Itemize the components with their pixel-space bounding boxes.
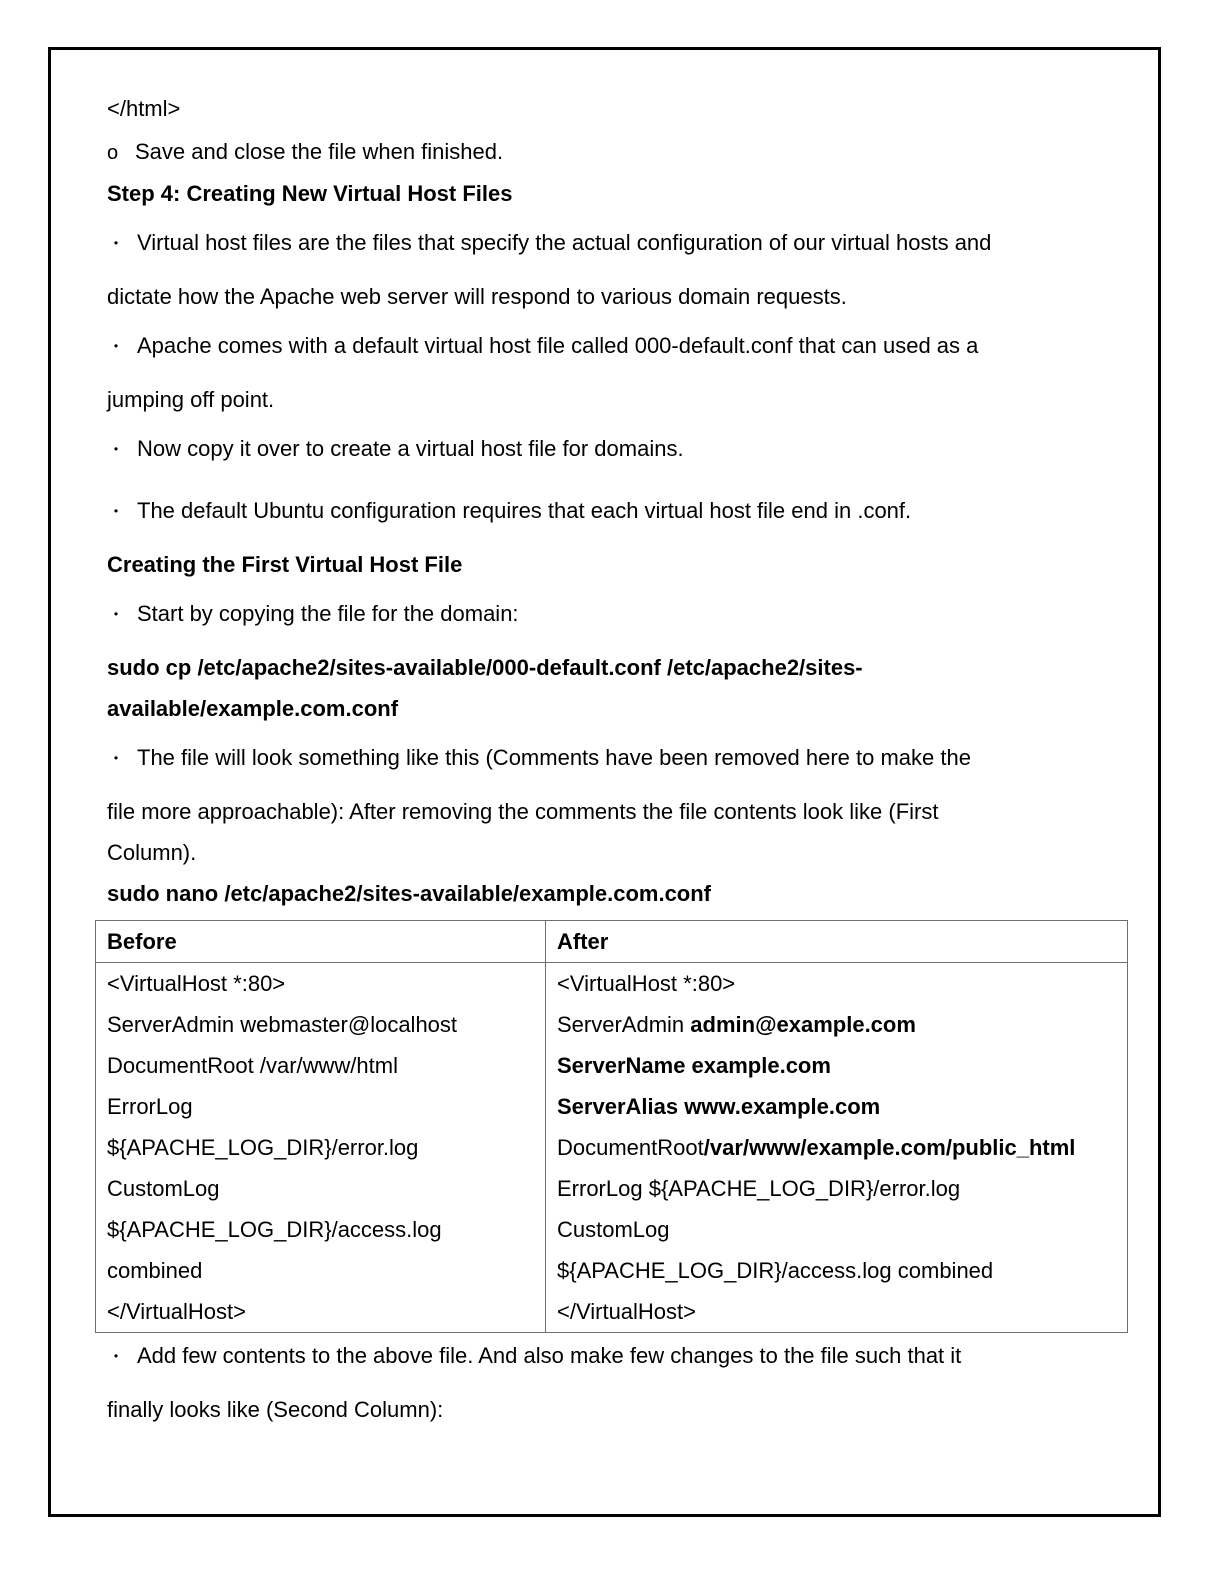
bullet-5: [107, 601, 519, 628]
after-line: </VirtualHost>: [557, 1299, 697, 1324]
bullet-4-text: The default Ubuntu configuration requires that each virtual host file end in .conf.: [137, 498, 912, 523]
before-line: DocumentRoot /var/www/html: [107, 1053, 398, 1078]
bullet-1-line-2: dictate how the Apache web server will respond to various domain requests.: [107, 284, 847, 309]
cp-command-line-1: sudo cp /etc/apache2/sites-available/000-default.conf /etc/apache2/sites-: [107, 655, 863, 680]
bullet-5-text: Start by copying the file for the domain:: [137, 601, 519, 626]
after-column: [546, 963, 1128, 1333]
bullet-icon: ・: [107, 234, 125, 254]
bullet-icon: ・: [107, 502, 125, 522]
after-line: ServerName example.com: [557, 1053, 831, 1078]
bullet-6-line-2: file more approachable): After removing the comments the file contents look like (First: [107, 799, 939, 824]
after-document-root-value: /var/www/example.com/public_html: [703, 1135, 1076, 1160]
before-line: <VirtualHost *:80>: [107, 971, 286, 996]
step4-heading: Step 4: Creating New Virtual Host Files: [107, 181, 513, 206]
bullet-1-text: Virtual host files are the files that specify the actual configuration of our virtual hosts and: [137, 230, 992, 255]
bullet-icon: ・: [107, 440, 125, 460]
bullet-2-line-2: jumping off point.: [107, 387, 275, 412]
bullet-7-line-2: finally looks like (Second Column):: [107, 1397, 444, 1422]
before-line: ErrorLog: [107, 1094, 193, 1119]
bullet-6-text: The file will look something like this (Comments have been removed here to make the: [137, 745, 971, 770]
save-note-item: [107, 139, 503, 166]
bullet-2-line-1: [107, 333, 978, 360]
bullet-7-line-1: [107, 1343, 961, 1370]
after-line: [557, 1127, 1127, 1168]
after-server-admin-key: ServerAdmin: [557, 1012, 691, 1037]
before-line: ${APACHE_LOG_DIR}/access.log: [107, 1217, 442, 1242]
first-virtual-host-heading: Creating the First Virtual Host File: [107, 552, 463, 577]
bullet-3-text: Now copy it over to create a virtual host file for domains.: [137, 436, 684, 461]
nano-command: sudo nano /etc/apache2/sites-available/example.com.conf: [107, 881, 712, 906]
after-line: ServerAlias www.example.com: [557, 1094, 881, 1119]
bullet-icon: ・: [107, 1347, 125, 1367]
save-note-text: Save and close the file when finished.: [135, 139, 504, 164]
cp-command-line-2: available/example.com.conf: [107, 696, 399, 721]
before-line: ServerAdmin webmaster@localhost: [107, 1012, 458, 1037]
header-before: Before: [96, 921, 546, 963]
after-line: ErrorLog ${APACHE_LOG_DIR}/error.log: [557, 1176, 961, 1201]
bullet-1-line-1: [107, 230, 991, 257]
bullet-6-line-3: Column).: [107, 840, 197, 865]
bullet-2-text: Apache comes with a default virtual host file called 000-default.conf that can used as a: [137, 333, 979, 358]
before-column: [96, 963, 546, 1333]
before-line: ${APACHE_LOG_DIR}/error.log: [107, 1135, 419, 1160]
circle-bullet-icon: o: [107, 142, 119, 164]
before-line: CustomLog: [107, 1176, 220, 1201]
after-line: [557, 1004, 1127, 1045]
bullet-6-line-1: [107, 745, 971, 772]
bullet-icon: ・: [107, 605, 125, 625]
after-server-admin-value: admin@example.com: [690, 1012, 916, 1037]
bullet-icon: ・: [107, 749, 125, 769]
config-comparison-table: [95, 920, 1128, 1333]
after-document-root-key: DocumentRoot: [557, 1135, 704, 1160]
before-line: </VirtualHost>: [107, 1299, 247, 1324]
bullet-4: [107, 498, 911, 525]
closing-html-tag: </html>: [107, 96, 181, 121]
after-line: ${APACHE_LOG_DIR}/access.log combined: [557, 1258, 994, 1283]
after-line: CustomLog: [557, 1217, 670, 1242]
header-after: After: [546, 921, 1128, 963]
bullet-3: [107, 436, 684, 463]
before-line: combined: [107, 1258, 203, 1283]
after-line: <VirtualHost *:80>: [557, 971, 736, 996]
bullet-icon: ・: [107, 337, 125, 357]
bullet-7-text: Add few contents to the above file. And also make few changes to the file such that it: [137, 1343, 962, 1368]
